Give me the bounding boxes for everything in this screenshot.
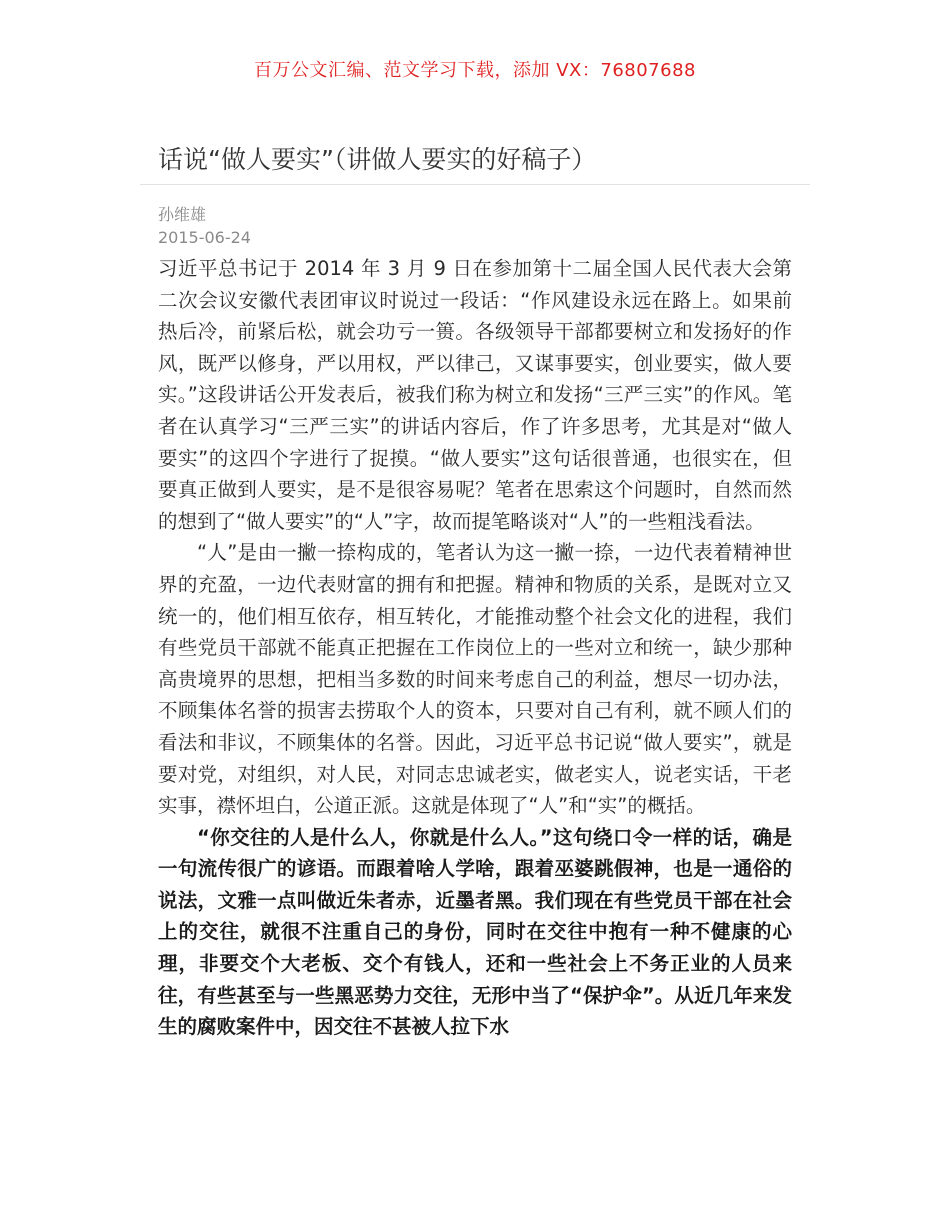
article-title: 话说“做人要实”（讲做人要实的好稿子）: [158, 145, 597, 174]
article-author: 孙维雄: [158, 205, 207, 224]
article-body: [158, 253, 792, 1043]
article-paragraph: 习近平总书记于 2014 年 3 月 9 日在参加第十二届全国人民代表大会第二次会议安徽代表团审议时说过一段话：“作风建设永远在路上。如果前热后冷，前紧后松，就会功亏一篑。各级领导干部都要树立和发扬好的作风，既严以修身，严以用权，严以律己，又谋事要实，创业要实，做人要实。”这段讲话公开发表后，被我们称为树立和发扬“三严三实”的作风。笔者在认真学习“三严三实”的讲话内容后，作了许多思考，尤其是对“做人要实”的这四个字进行了捉摸。“做人要实”这句话很普通，也很实在，但要真正做到人要实，是不是很容易呢？笔者在思索这个问题时，自然而然的想到了“做人要实”的“人”字，故而提笔略谈对“人”的一些粗浅看法。: [158, 257, 792, 533]
article-paragraph-emphasis: “你交往的人是什么人，你就是什么人。”这句绕口令一样的话，确是一句流传很广的谚语。而跟着啥人学啥，跟着巫婆跳假神，也是一通俗的说法，文雅一点叫做近朱者赤，近墨者黑。我们现在有些党员干部在社会上的交往，就很不注重自己的身份，同时在交往中抱有一种不健康的心理，非要交个大老板、交个有钱人，还和一些社会上不务正业的人员来往，有些甚至与一些黑恶势力交往，无形中当了“保护伞”。从近几年来发生的腐败案件中，因交往不甚被人拉下水: [158, 825, 792, 1039]
article-date: 2015-06-24: [158, 228, 251, 247]
download-banner: 百万公文汇编、范文学习下载，添加 VX：76807688: [254, 60, 696, 81]
article-paragraph: “人”是由一撇一捺构成的，笔者认为这一撇一捺，一边代表着精神世界的充盈，一边代表财富的拥有和把握。精神和物质的关系，是既对立又统一的，他们相互依存，相互转化，才能推动整个社会文化的进程，我们有些党员干部就不能真正把握在工作岗位上的一些对立和统一，缺少那种高贵境界的思想，把相当多数的时间来考虑自己的利益，想尽一切办法，不顾集体名誉的损害去捞取个人的资本，只要对自己有利，就不顾人们的看法和非议，不顾集体的名誉。因此，习近平总书记说“做人要实”，就是要对党，对组织，对人民，对同志忠诚老实，做老实人，说老实话，干老实事，襟怀坦白，公道正派。这就是体现了“人”和“实”的概括。: [158, 541, 792, 818]
title-divider: [140, 184, 810, 185]
